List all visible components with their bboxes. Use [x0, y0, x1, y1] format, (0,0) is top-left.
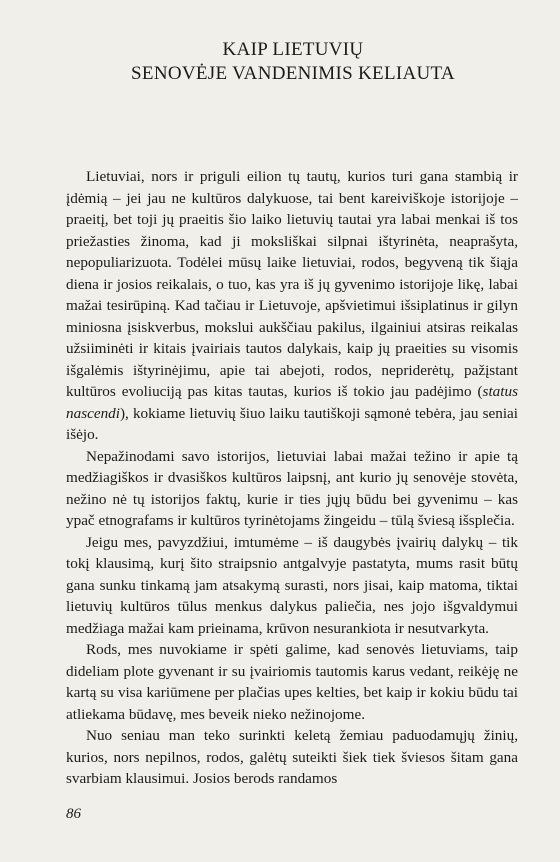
paragraph: Lietuviai, nors ir priguli eilion tų tautų, kurios turi gana stambią ir įdėmią – jei jau ne kultūros dalykuose, tai bent kareiviškoje istorijoje – praeitį, bet toji jų praeitis šio laiko lietuvių tautai yra labai menkai iš tos priežasties žinoma, kad ji moksliškai silpnai ištyrinėta, neaprašyta, nepopuliarizuota. Todėlei mūsų laike lietuviai, rodos, begyveną tik šiąja diena ir josios reikalais, o tuo, kas yra iš jų gyvenimo istorijoje likę, labai mažai tesirūpiną. Kad tačiau ir Lietuvoje, apšvietimui išsiplatinus ir gilyn miniosna įsiskverbus, mokslui aukščiau pakilus, ilgainiui atsiras reikalas užsiiminėti ir kitais įvairiais tautos dalykais, kaip jų praeities su visomis išgalėmis ištyrinėjimu, apie tai abejoti, rodos, nepriderėtų, pažįstant kultūros evoliuciją pas kitas tautas, kurios iš tokio jau padėjimo (status nascendi), kokiame lietuvių šiuo laiku tautiškoji sąmonė tebėra, jau seniai išėjo.: [66, 168, 518, 443]
paragraph: Nuo seniau man teko surinkti keletą žemiau paduodamųjų žinių, kurios, nors nepilnos, rodos, galėtų suteikti šiek tiek šviesos šitam gana svarbiam klausimui. Josios berods randamos: [66, 727, 518, 787]
paragraph: Jeigu mes, pavyzdžiui, imtumėme – iš daugybės įvairių dalykų – tik tokį klausimą, kurį šito straipsnio antgalvyje pastatyta, mums rasit būtų gana sunku tinkamą jam atsakymą surasti, nors jisai, kaip matoma, tiktai lietuvių kultūros tūlus menkus dalykus paliečia, nes jojo išgvaldymui medžiaga mažai kam prieinama, krūvon nesurankiota ir nesutvarkyta.: [66, 533, 518, 637]
paragraph: Rods, mes nuvokiame ir spėti galime, kad senovės lietuviams, taip dideliam plote gyvenant ir su įvairiomis tautomis karus vedant, reikėję ne kartą su visa kariūmene per plačias upes kelties, bet kaip ir kokiu būdu tai atliekama būdavę, mes beveik nieko nežinojome.: [66, 641, 518, 723]
title-line-2: SENOVĖJE VANDENIMIS KELIAUTA: [131, 63, 455, 84]
body-text: [66, 166, 518, 790]
chapter-title: [0, 38, 560, 86]
title-line-1: KAIP LIETUVIŲ: [222, 39, 364, 60]
paragraph: Nepažinodami savo istorijos, lietuviai labai mažai težino ir apie tą medžiagiškos ir dvasiškos kultūros laipsnį, ant kurio jų senovėje stovėta, nežino nė tų istorijos faktų, kurie ir ties jųjų būdu bei gyvenimu – kas ypač etnografams ir kultūros tyrinėtojams žingeidu – tūlą šviesą išsplečia.: [66, 447, 518, 529]
page-number: 86: [66, 806, 81, 822]
